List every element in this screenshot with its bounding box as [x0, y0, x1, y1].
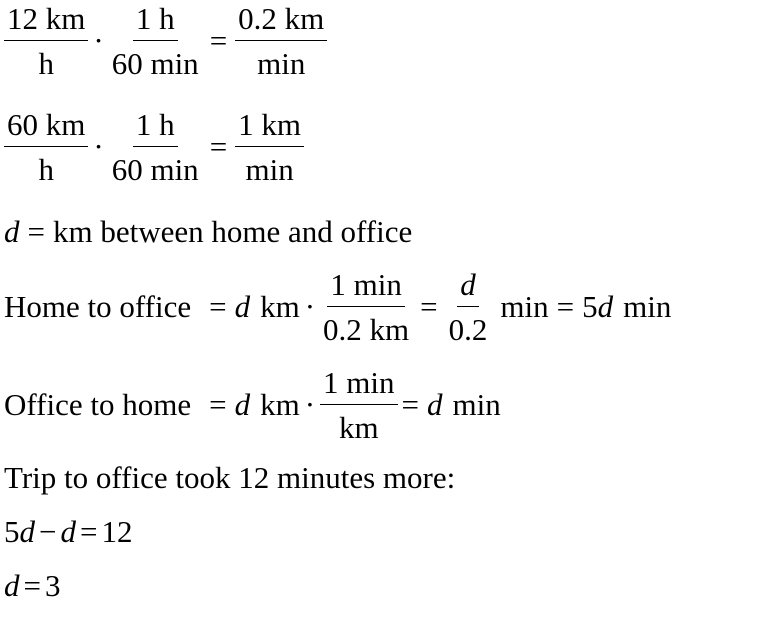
fraction-denominator: 60 min: [111, 46, 199, 82]
fraction-denominator: h: [38, 46, 54, 82]
unit-min: min: [623, 289, 672, 325]
multiply-dot: ·: [93, 23, 104, 59]
rhs-value: 12: [101, 514, 133, 549]
fraction-numerator: 0.2 km: [235, 2, 327, 41]
equals-sign: =: [209, 387, 227, 423]
minus-sign: −: [39, 514, 57, 549]
unit-km: km: [260, 289, 300, 325]
fraction-denominator: h: [38, 152, 54, 188]
fraction-speed: [4, 2, 88, 81]
answer-value: 3: [44, 568, 61, 603]
variable-d: d: [597, 289, 614, 325]
fraction-d-over: [446, 268, 491, 347]
variable-d: d: [4, 214, 20, 249]
fraction-hour-to-min: [109, 108, 202, 187]
fraction-denominator: min: [245, 152, 294, 188]
equation-line: [4, 514, 132, 550]
equals-sign: =: [556, 289, 575, 325]
conversion-line-2: [4, 108, 304, 187]
fraction-numerator: 1 min: [320, 366, 397, 405]
equals-sign: =: [209, 129, 228, 165]
equals-sign: =: [209, 289, 227, 325]
variable-d: d: [60, 514, 76, 549]
definition-text: km between home and office: [52, 214, 413, 249]
fraction-speed: [4, 108, 88, 187]
equals-sign: =: [23, 568, 41, 603]
fraction-result: [235, 108, 304, 187]
multiply-dot: ·: [304, 387, 316, 423]
equals-sign: =: [79, 514, 98, 549]
fraction-min-per-km: [320, 366, 397, 445]
home-to-office-line: [4, 268, 671, 347]
fraction-denominator: km: [338, 410, 379, 446]
row-label: Home to office: [4, 289, 192, 325]
answer-line: [4, 568, 60, 604]
equals-sign: =: [420, 289, 438, 325]
unit-min: min: [500, 289, 549, 325]
conversion-line-1: [4, 2, 327, 81]
fraction-numerator: 1 min: [327, 268, 404, 307]
fraction-numerator: 1 h: [133, 2, 178, 41]
fraction-numerator: 1 h: [133, 108, 178, 147]
multiply-dot: ·: [93, 129, 104, 165]
fraction-denominator: 0.2: [448, 312, 488, 348]
fraction-hour-to-min: [109, 2, 202, 81]
fraction-result: [235, 2, 327, 81]
multiply-dot: ·: [304, 289, 316, 325]
row-label: Office to home: [4, 387, 192, 423]
equals-sign: =: [401, 387, 419, 423]
fraction-denominator: 0.2 km: [323, 312, 410, 348]
unit-km: km: [260, 387, 300, 423]
variable-d: d: [234, 289, 251, 325]
fraction-numerator: 12 km: [4, 2, 88, 41]
definition-line: [4, 214, 412, 250]
variable-d: d: [427, 387, 443, 423]
coefficient: 5: [582, 289, 598, 325]
variable-d: d: [19, 514, 35, 549]
statement-text: Trip to office took 12 minutes more:: [4, 460, 456, 495]
fraction-numerator: 1 km: [235, 108, 304, 147]
statement-line: [4, 460, 455, 496]
fraction-numerator: 60 km: [4, 108, 88, 147]
fraction-numerator: d: [457, 268, 479, 307]
coefficient: 5: [4, 514, 20, 549]
equals-sign: =: [27, 214, 45, 249]
office-to-home-line: [4, 366, 501, 445]
fraction-min-per-km: [320, 268, 412, 347]
equals-sign: =: [209, 23, 228, 59]
unit-min: min: [452, 387, 501, 423]
fraction-denominator: min: [257, 46, 306, 82]
variable-d: d: [234, 387, 251, 423]
fraction-denominator: 60 min: [111, 152, 199, 188]
variable-d: d: [4, 568, 20, 603]
